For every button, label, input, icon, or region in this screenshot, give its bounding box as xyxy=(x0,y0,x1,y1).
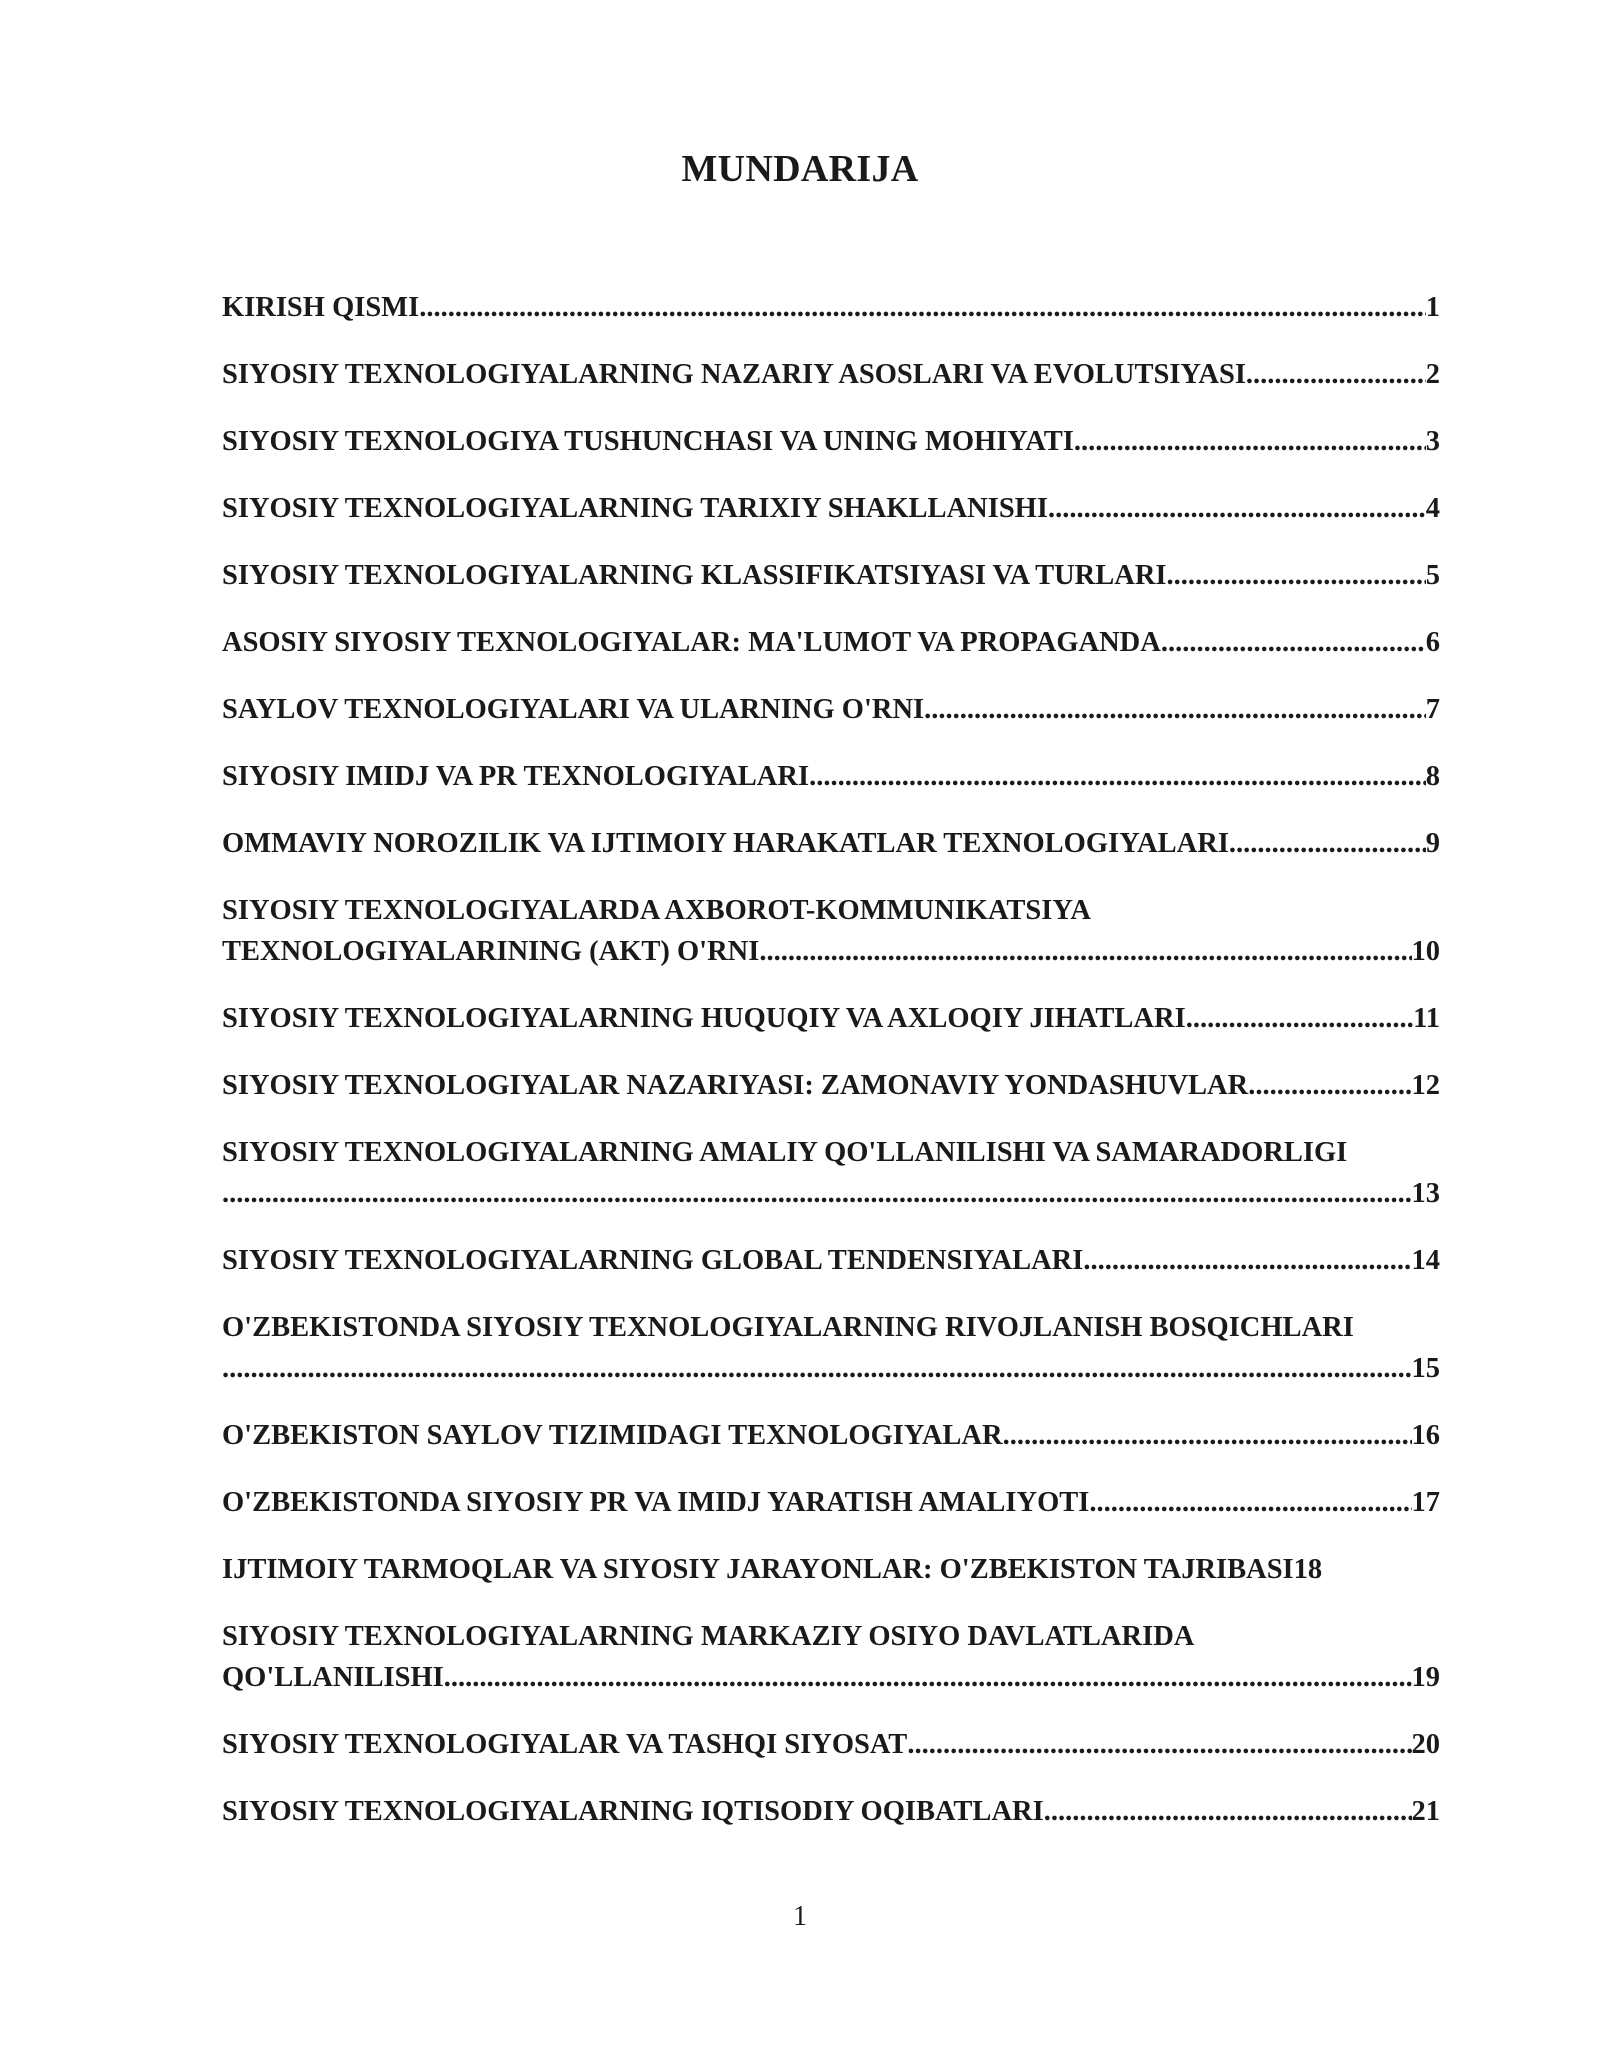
toc-entry-title: OMMAVIY NOROZILIK VA IJTIMOIY HARAKATLAR TEXNOLOGIYALARI xyxy=(222,828,1229,859)
toc-entry-row xyxy=(222,1348,1440,1389)
toc-entry-row xyxy=(222,998,1440,1039)
toc-page-number: 16 xyxy=(1411,1420,1440,1451)
toc-entry-title-line: SIYOSIY TEXNOLOGIYALARNING MARKAZIY OSIYO DAVLATLARIDA xyxy=(222,1621,1195,1652)
toc-dot-leader xyxy=(907,1724,1411,1765)
toc-entry-title-line: SIYOSIY TEXNOLOGIYALARDA AXBOROT-KOMMUNIKATSIYA xyxy=(222,895,1091,926)
toc-entry-row xyxy=(222,1657,1440,1698)
toc-entry[interactable] xyxy=(222,756,1440,797)
toc-dot-leader xyxy=(1186,998,1413,1039)
toc-entry-row xyxy=(222,421,1440,462)
toc-page-number: 19 xyxy=(1411,1662,1440,1693)
toc-entry-title: SIYOSIY TEXNOLOGIYALARNING NAZARIY ASOSLARI VA EVOLUTSIYASI xyxy=(222,359,1246,390)
toc-entry-title: SIYOSIY IMIDJ VA PR TEXNOLOGIYALARI xyxy=(222,761,810,792)
toc-page-number: 21 xyxy=(1411,1796,1440,1827)
toc-entry-row xyxy=(222,689,1440,730)
toc-entry-title: SIYOSIY TEXNOLOGIYALAR NAZARIYASI: ZAMONAVIY YONDASHUVLAR xyxy=(222,1070,1249,1101)
toc-entry-row xyxy=(222,354,1440,395)
toc-entry-row xyxy=(222,1791,1440,1832)
toc-entry-title: SIYOSIY TEXNOLOGIYALARNING HUQUQIY VA AXLOQIY JIHATLARI xyxy=(222,1003,1186,1034)
toc-entry-title: O'ZBEKISTONDA SIYOSIY PR VA IMIDJ YARATISH AMALIYOTI xyxy=(222,1487,1090,1518)
toc-entry-row xyxy=(222,1724,1440,1765)
toc-entry-title: ASOSIY SIYOSIY TEXNOLOGIYALAR: MA'LUMOT VA PROPAGANDA xyxy=(222,627,1161,658)
toc-entry-row xyxy=(222,622,1440,663)
toc-page-number: 13 xyxy=(1411,1178,1440,1209)
toc-entry-title-line: SIYOSIY TEXNOLOGIYALARNING AMALIY QO'LLANILISHI VA SAMARADORLIGI xyxy=(222,1137,1348,1168)
toc-entry-title: IJTIMOIY TARMOQLAR VA SIYOSIY JARAYONLAR: O'ZBEKISTON TAJRIBASI xyxy=(222,1554,1294,1585)
toc-entry[interactable] xyxy=(222,689,1440,730)
toc-dot-leader xyxy=(1089,1482,1411,1523)
toc-dot-leader xyxy=(1048,488,1426,529)
toc-page-number: 6 xyxy=(1425,627,1440,658)
toc-entry[interactable] xyxy=(222,1549,1440,1590)
toc-entry[interactable] xyxy=(222,1240,1440,1281)
toc-dot-leader xyxy=(1167,555,1426,596)
toc-entry-row xyxy=(222,1482,1440,1523)
toc-page-number: 14 xyxy=(1411,1245,1440,1276)
toc-entry[interactable] xyxy=(222,1724,1440,1765)
toc-entry-title: SIYOSIY TEXNOLOGIYA TUSHUNCHASI VA UNING MOHIYATI xyxy=(222,426,1074,457)
toc-entry[interactable] xyxy=(222,1415,1440,1456)
page-title: MUNDARIJA xyxy=(681,148,919,190)
toc-dot-leader xyxy=(809,756,1426,797)
toc-entry-row xyxy=(222,555,1440,596)
toc-entry[interactable] xyxy=(222,421,1440,462)
toc-dot-leader xyxy=(1003,1415,1412,1456)
toc-dot-leader xyxy=(924,689,1426,730)
toc-entry[interactable] xyxy=(222,287,1440,328)
toc-page-number: 4 xyxy=(1425,493,1440,524)
toc-dot-leader xyxy=(1248,1065,1411,1106)
toc-dot-leader xyxy=(419,287,1426,328)
toc-entry[interactable] xyxy=(222,1482,1440,1523)
page-number: 1 xyxy=(793,1901,807,1932)
table-of-contents xyxy=(222,287,1440,1858)
toc-entry[interactable] xyxy=(222,890,1440,972)
toc-page-number: 20 xyxy=(1411,1729,1440,1760)
toc-page-number: 2 xyxy=(1425,359,1440,390)
toc-entry-row xyxy=(222,1415,1440,1456)
toc-entry[interactable] xyxy=(222,622,1440,663)
toc-entry-row xyxy=(222,488,1440,529)
toc-dot-leader xyxy=(222,1348,1412,1389)
toc-page-number: 3 xyxy=(1425,426,1440,457)
toc-dot-leader xyxy=(1083,1240,1411,1281)
toc-entry[interactable] xyxy=(222,488,1440,529)
toc-dot-leader xyxy=(222,1173,1412,1214)
toc-entry[interactable] xyxy=(222,1307,1440,1389)
toc-page-number: 18 xyxy=(1293,1554,1323,1585)
toc-page-number: 11 xyxy=(1413,1003,1440,1034)
toc-page-number: 12 xyxy=(1411,1070,1440,1101)
toc-entry-row xyxy=(222,287,1440,328)
toc-entry[interactable] xyxy=(222,1132,1440,1214)
toc-page-number: 9 xyxy=(1425,828,1440,859)
toc-page-number: 8 xyxy=(1425,761,1440,792)
toc-entry-row xyxy=(222,1549,1440,1590)
toc-entry[interactable] xyxy=(222,354,1440,395)
toc-page-number: 15 xyxy=(1411,1353,1440,1384)
toc-entry-title: SIYOSIY TEXNOLOGIYALARNING IQTISODIY OQIBATLARI xyxy=(222,1796,1044,1827)
toc-page-number: 5 xyxy=(1425,560,1440,591)
toc-entry-row xyxy=(222,1173,1440,1214)
toc-page-number: 17 xyxy=(1411,1487,1440,1518)
toc-entry-title: SIYOSIY TEXNOLOGIYALARNING GLOBAL TENDENSIYALARI xyxy=(222,1245,1084,1276)
toc-entry-row xyxy=(222,1240,1440,1281)
toc-entry[interactable] xyxy=(222,823,1440,864)
toc-entry-title: SIYOSIY TEXNOLOGIYALAR VA TASHQI SIYOSAT xyxy=(222,1729,908,1760)
toc-entry-title: SIYOSIY TEXNOLOGIYALARNING TARIXIY SHAKLLANISHI xyxy=(222,493,1048,524)
toc-dot-leader xyxy=(1044,1791,1412,1832)
toc-entry-title: TEXNOLOGIYALARINING (AKT) O'RNI xyxy=(222,936,760,967)
toc-entry[interactable] xyxy=(222,998,1440,1039)
toc-dot-leader xyxy=(1246,354,1426,395)
toc-entry[interactable] xyxy=(222,1616,1440,1698)
toc-entry[interactable] xyxy=(222,555,1440,596)
toc-dot-leader xyxy=(1229,823,1426,864)
toc-entry-row xyxy=(222,1065,1440,1106)
toc-entry-title: QO'LLANILISHI xyxy=(222,1662,444,1693)
toc-entry[interactable] xyxy=(222,1065,1440,1106)
toc-entry-title: SAYLOV TEXNOLOGIYALARI VA ULARNING O'RNI xyxy=(222,694,925,725)
toc-page-number: 7 xyxy=(1425,694,1440,725)
toc-entry[interactable] xyxy=(222,1791,1440,1832)
toc-dot-leader xyxy=(1074,421,1426,462)
toc-entry-title-line: O'ZBEKISTONDA SIYOSIY TEXNOLOGIYALARNING RIVOJLANISH BOSQICHLARI xyxy=(222,1312,1354,1343)
toc-dot-leader xyxy=(759,931,1411,972)
toc-dot-leader xyxy=(444,1657,1412,1698)
toc-entry-title: KIRISH QISMI xyxy=(222,292,420,323)
toc-entry-title: O'ZBEKISTON SAYLOV TIZIMIDAGI TEXNOLOGIYALAR xyxy=(222,1420,1003,1451)
toc-entry-row xyxy=(222,931,1440,972)
toc-page-number: 1 xyxy=(1425,292,1440,323)
toc-page-number: 10 xyxy=(1411,936,1440,967)
toc-entry-row xyxy=(222,823,1440,864)
toc-entry-row xyxy=(222,756,1440,797)
toc-entry-title: SIYOSIY TEXNOLOGIYALARNING KLASSIFIKATSIYASI VA TURLARI xyxy=(222,560,1167,591)
toc-dot-leader xyxy=(1161,622,1426,663)
